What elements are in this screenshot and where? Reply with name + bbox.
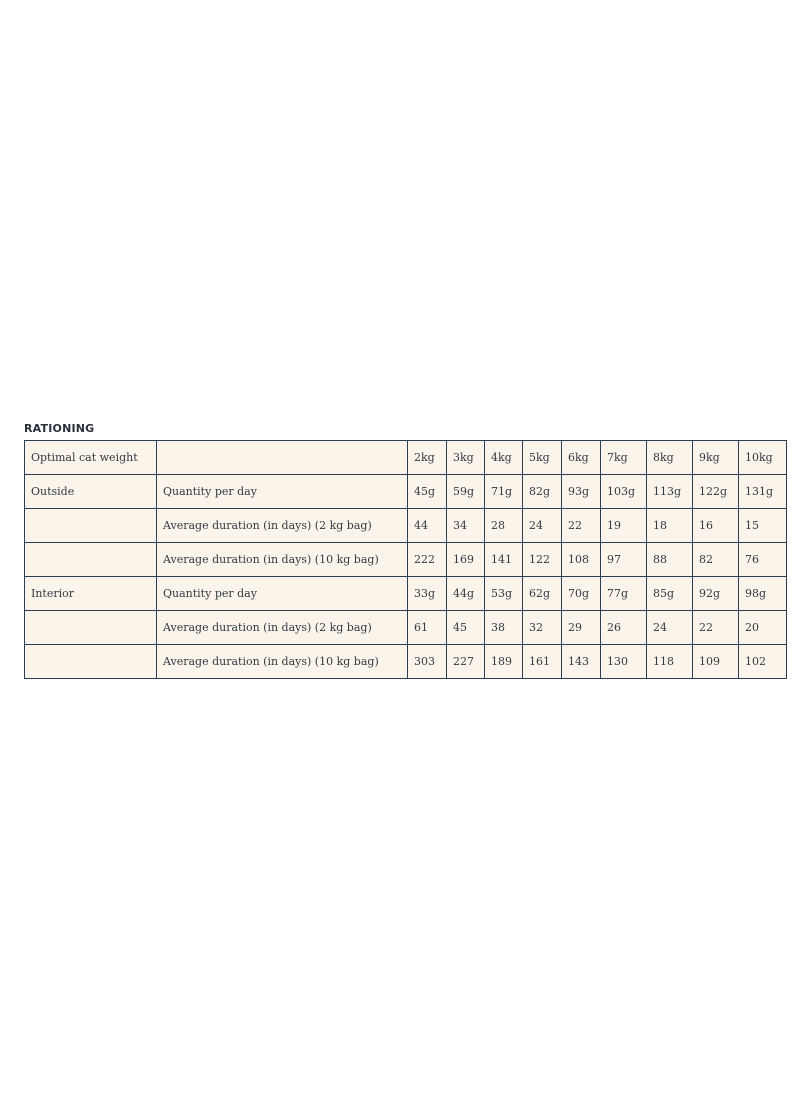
value-cell: 141: [485, 543, 523, 577]
row-label-cell: Average duration (in days) (2 kg bag): [157, 509, 408, 543]
value-cell: 161: [523, 645, 562, 679]
value-cell: 44g: [447, 577, 485, 611]
value-cell: 169: [447, 543, 485, 577]
row-label-cell: Average duration (in days) (10 kg bag): [157, 645, 408, 679]
row-group-cell: Outside: [25, 475, 157, 509]
weight-header-cell: 7kg: [601, 441, 647, 475]
weight-header-cell: 3kg: [447, 441, 485, 475]
value-cell: 22: [693, 611, 739, 645]
value-cell: 102: [739, 645, 787, 679]
value-cell: 88: [647, 543, 693, 577]
row-group-cell: [25, 645, 157, 679]
value-cell: 33g: [408, 577, 447, 611]
value-cell: 76: [739, 543, 787, 577]
value-cell: 45: [447, 611, 485, 645]
value-cell: 71g: [485, 475, 523, 509]
value-cell: 93g: [562, 475, 601, 509]
table-row: [25, 475, 787, 509]
value-cell: 189: [485, 645, 523, 679]
value-cell: 85g: [647, 577, 693, 611]
row-group-cell: Interior: [25, 577, 157, 611]
value-cell: 61: [408, 611, 447, 645]
value-cell: 26: [601, 611, 647, 645]
table-row: [25, 577, 787, 611]
value-cell: 24: [523, 509, 562, 543]
weight-header-cell: 10kg: [739, 441, 787, 475]
row-label-cell: Average duration (in days) (2 kg bag): [157, 611, 408, 645]
weight-header-cell: 4kg: [485, 441, 523, 475]
value-cell: 113g: [647, 475, 693, 509]
header-label: Optimal cat weight: [25, 441, 157, 475]
value-cell: 82: [693, 543, 739, 577]
weight-header-cell: 5kg: [523, 441, 562, 475]
value-cell: 38: [485, 611, 523, 645]
row-label-cell: Quantity per day: [157, 577, 408, 611]
weight-header-cell: 9kg: [693, 441, 739, 475]
row-label-cell: Average duration (in days) (10 kg bag): [157, 543, 408, 577]
value-cell: 59g: [447, 475, 485, 509]
value-cell: 32: [523, 611, 562, 645]
value-cell: 143: [562, 645, 601, 679]
rationing-table: [24, 440, 787, 679]
value-cell: 22: [562, 509, 601, 543]
value-cell: 109: [693, 645, 739, 679]
value-cell: 97: [601, 543, 647, 577]
value-cell: 103g: [601, 475, 647, 509]
value-cell: 28: [485, 509, 523, 543]
value-cell: 45g: [408, 475, 447, 509]
weight-header-cell: 2kg: [408, 441, 447, 475]
value-cell: 18: [647, 509, 693, 543]
value-cell: 29: [562, 611, 601, 645]
section-title: RATIONING: [24, 422, 95, 435]
value-cell: 53g: [485, 577, 523, 611]
value-cell: 222: [408, 543, 447, 577]
value-cell: 108: [562, 543, 601, 577]
row-label-cell: Quantity per day: [157, 475, 408, 509]
row-group-cell: [25, 543, 157, 577]
header-row: [25, 441, 787, 475]
header-blank-cell: [157, 441, 408, 475]
value-cell: 77g: [601, 577, 647, 611]
row-group-cell: [25, 509, 157, 543]
value-cell: 122g: [693, 475, 739, 509]
value-cell: 303: [408, 645, 447, 679]
table-row: [25, 645, 787, 679]
value-cell: 44: [408, 509, 447, 543]
value-cell: 20: [739, 611, 787, 645]
value-cell: 98g: [739, 577, 787, 611]
value-cell: 82g: [523, 475, 562, 509]
value-cell: 122: [523, 543, 562, 577]
weight-header-cell: 6kg: [562, 441, 601, 475]
value-cell: 118: [647, 645, 693, 679]
value-cell: 24: [647, 611, 693, 645]
value-cell: 15: [739, 509, 787, 543]
value-cell: 227: [447, 645, 485, 679]
weight-header-cell: 8kg: [647, 441, 693, 475]
value-cell: 131g: [739, 475, 787, 509]
value-cell: 16: [693, 509, 739, 543]
table-row: [25, 509, 787, 543]
value-cell: 130: [601, 645, 647, 679]
table-row: [25, 543, 787, 577]
value-cell: 19: [601, 509, 647, 543]
value-cell: 92g: [693, 577, 739, 611]
row-group-cell: [25, 611, 157, 645]
value-cell: 70g: [562, 577, 601, 611]
table-row: [25, 611, 787, 645]
value-cell: 34: [447, 509, 485, 543]
value-cell: 62g: [523, 577, 562, 611]
